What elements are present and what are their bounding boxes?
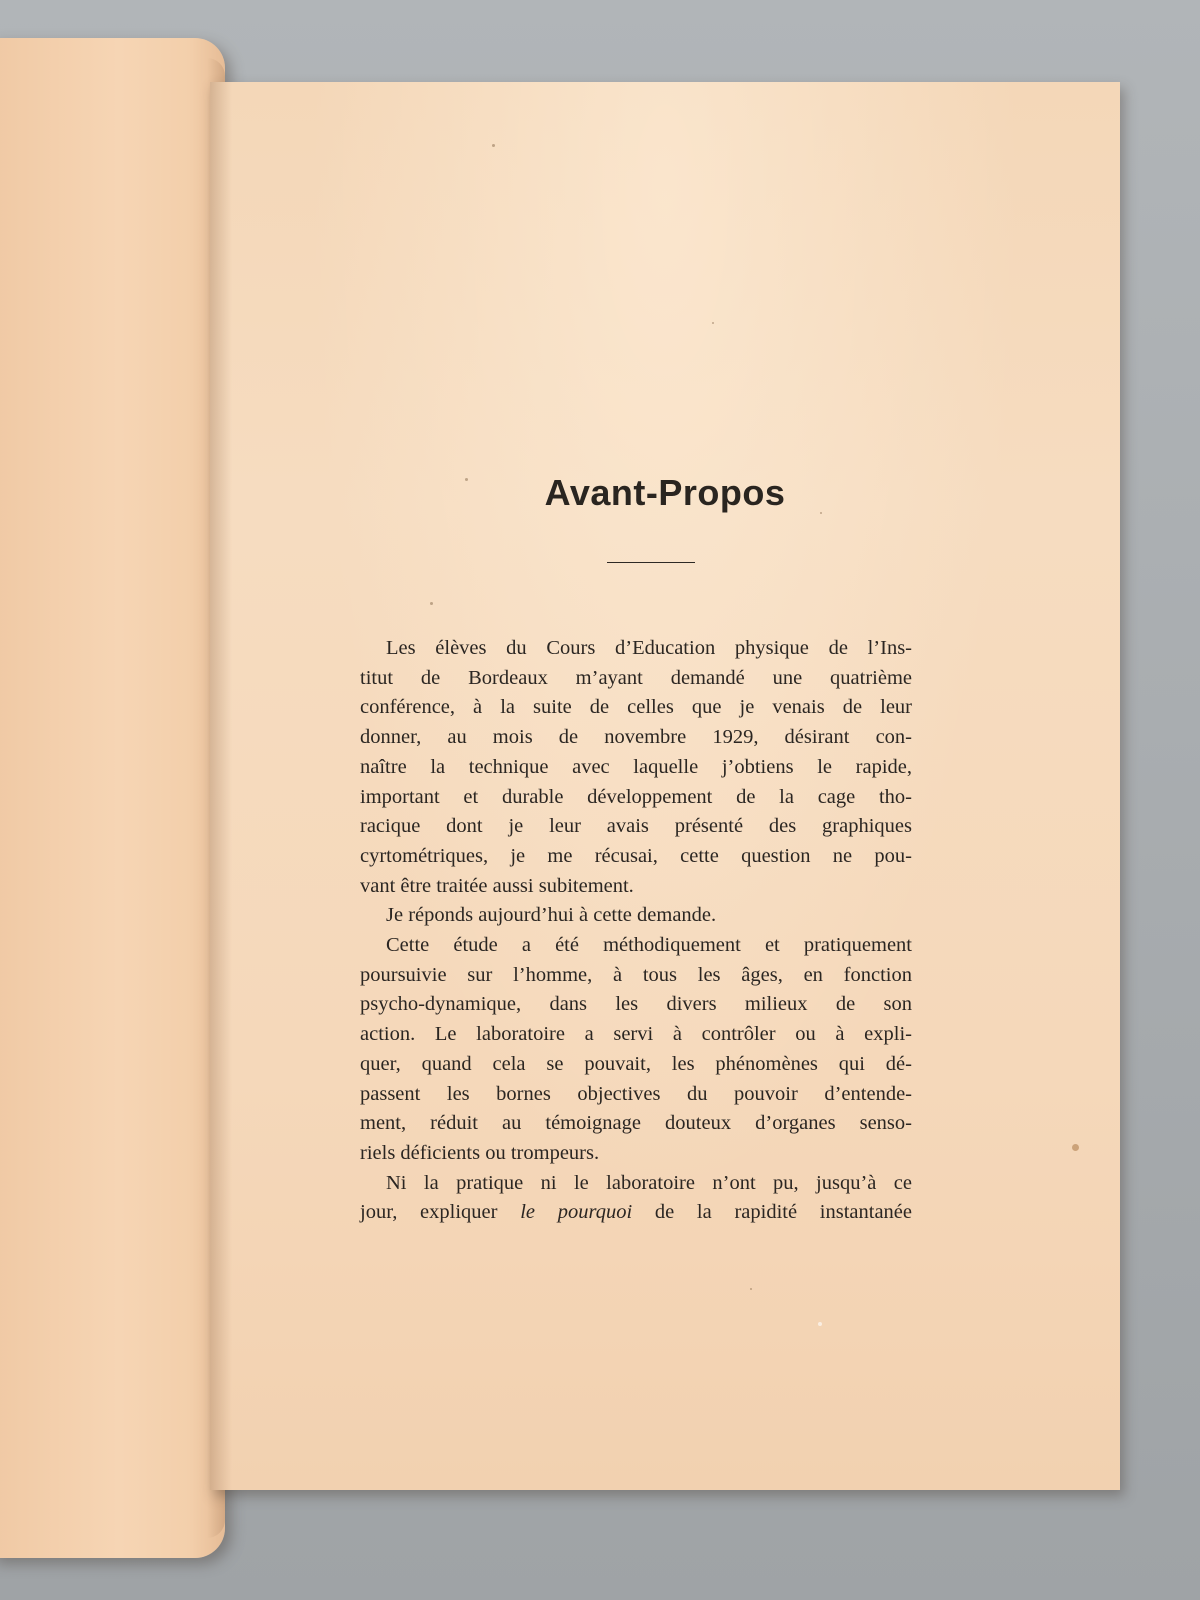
text-line: naître la technique avec laquelle j’obtiens le rapide,: [360, 755, 912, 778]
text-line: ment, réduit au témoignage douteux d’organes senso-: [360, 1112, 912, 1135]
left-page: [0, 38, 225, 1558]
page-title: Avant-Propos: [544, 472, 786, 513]
text-line: titut de Bordeaux m’ayant demandé une quatrième: [360, 666, 912, 689]
text-line-final: [360, 1198, 912, 1228]
text-run: jour, expliquer: [360, 1201, 521, 1224]
text-line: passent les bornes objectives du pouvoir d’entende-: [360, 1082, 912, 1105]
paper-speck: [492, 144, 495, 147]
text-line: Ni la pratique ni le laboratoire n’ont pu, jusqu’à ce: [386, 1171, 912, 1194]
paper-speck: [750, 1288, 752, 1290]
text-line: Les élèves du Cours d’Education physique de l’Ins-: [386, 637, 912, 659]
text-line: quer, quand cela se pouvait, les phénomènes qui dé-: [360, 1052, 912, 1075]
text-line: donner, au mois de novembre 1929, désirant con-: [360, 726, 912, 749]
text-line: vant être traitée aussi subitement.: [360, 874, 634, 897]
text-line: cyrtométriques, je me récusai, cette question ne pou-: [360, 844, 912, 867]
text-line: poursuivie sur l’homme, à tous les âges, en fonction: [360, 963, 912, 986]
italic-text-run: le pourquoi: [520, 1201, 633, 1224]
paper-speck: [430, 602, 433, 605]
text-line: riels déficients ou trompeurs.: [360, 1141, 600, 1164]
paper-speck: [818, 1322, 822, 1326]
text-line: psycho-dynamique, dans les divers milieux de son: [360, 993, 912, 1016]
text-run: de la rapidité instantanée: [632, 1201, 912, 1224]
text-line: Je réponds aujourd’hui à cette demande.: [386, 904, 717, 927]
text-line: Cette étude a été méthodiquement et pratiquement: [386, 934, 912, 957]
text-line: important et durable développement de la cage tho-: [360, 785, 912, 808]
body-text: [360, 634, 912, 1228]
text-line: conférence, à la suite de celles que je venais de leur: [360, 696, 912, 719]
paper-speck: [1072, 1144, 1079, 1151]
paper-speck: [712, 322, 714, 324]
right-page: [210, 82, 1120, 1490]
title-rule: [607, 562, 695, 563]
text-line: racique dont je leur avais présenté des graphiques: [360, 815, 912, 838]
text-line: action. Le laboratoire a servi à contrôler ou à expli-: [360, 1023, 912, 1046]
